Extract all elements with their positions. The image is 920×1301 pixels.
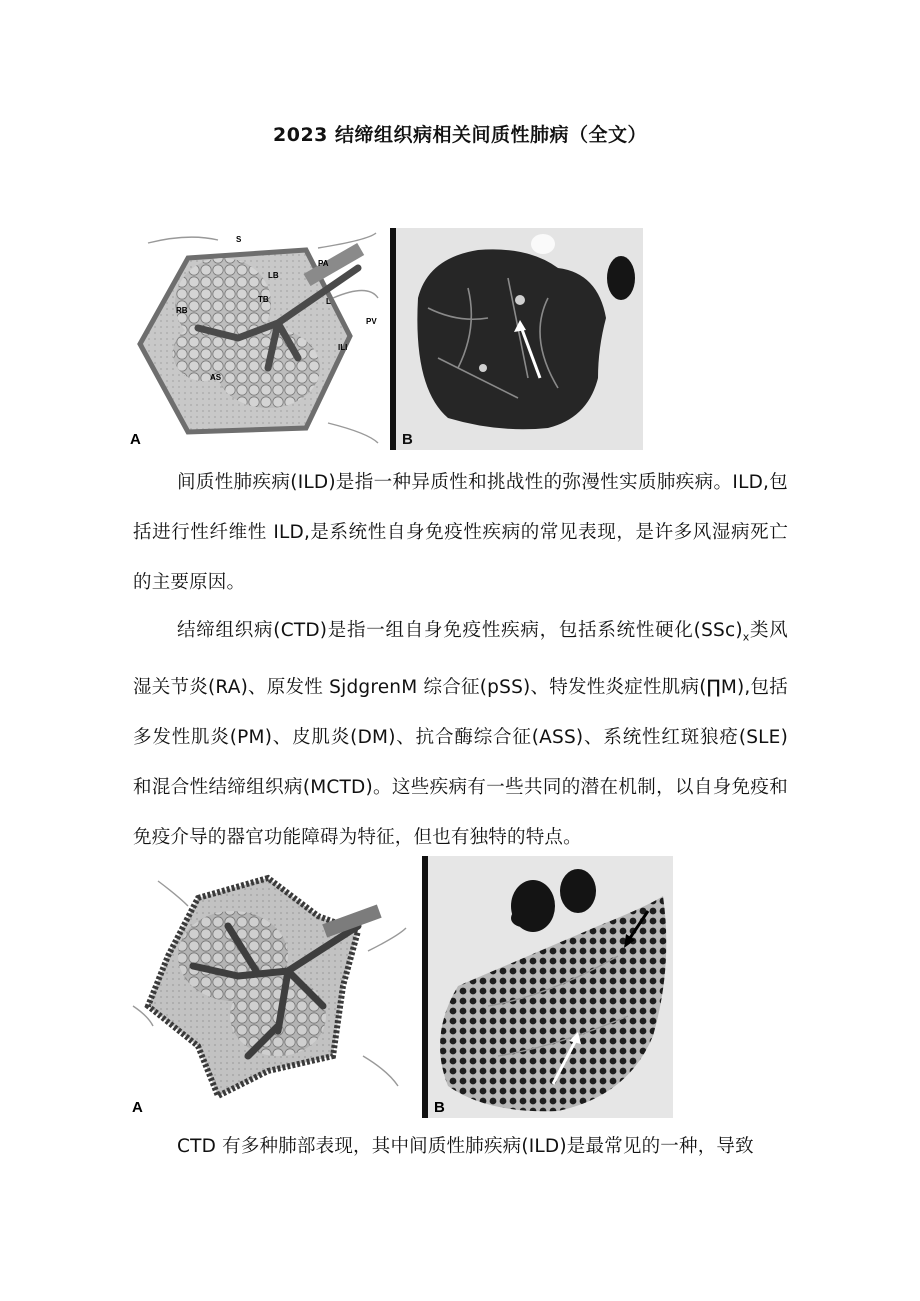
callout-pa: PA [318, 259, 329, 268]
lobule-diagram-normal [140, 233, 378, 443]
paragraph-3: CTD 有多种肺部表现，其中间质性肺疾病(ILD)是最常见的一种，导致 [177, 1136, 754, 1157]
callout-tb: TB [258, 295, 269, 304]
figure-1-label-b: B [402, 431, 413, 448]
figure-2-label-b: B [434, 1099, 445, 1116]
paragraph-1: 间质性肺疾病(ILD)是指一种异质性和挑战性的弥漫性实质肺疾病。ILD,包括进行性纤维性 ILD,是系统性自身免疫性疾病的常见表现，是许多风湿病死亡的主要原因。 [133, 472, 788, 593]
callout-as: AS [210, 373, 222, 382]
callout-lb: LB [268, 271, 279, 280]
paragraph-2-part-1: 结缔组织病(CTD)是指一组自身免疫性疾病，包括系统性硬化(SSc) [177, 620, 743, 641]
ct-scan-fibrotic [422, 856, 673, 1118]
figure-2 [128, 856, 673, 1118]
paragraph-2-subscript: x [742, 630, 750, 644]
figure-2-image [128, 856, 673, 1118]
lobule-diagram-fibrotic [133, 878, 406, 1096]
callout-rb: RB [176, 306, 188, 315]
paragraph-2 [133, 606, 788, 863]
callout-pv: PV [366, 317, 377, 326]
paragraph-2-part-2: 类风湿关节炎(RA)、原发性 SjdgrenM 综合征(pSS)、特发性炎症性肌病(∏M),包括多发性肌炎(PM)、皮肌炎(DM)、抗合酶综合征(ASS)、系统性红斑狼疮(SLE)和混合性结缔组织病(MCTD)。这些疾病有一些共同的潜在机制，以自身免疫和免疫介导的器官功能障碍为特征，但也有独特的特点。 [133, 620, 789, 848]
callout-ili: ILI [338, 343, 348, 352]
figure-1-image [128, 228, 643, 450]
document-title: 2023 结缔组织病相关间质性肺病（全文） [273, 124, 647, 146]
ct-scan-normal [390, 228, 643, 450]
figure-1 [128, 228, 643, 450]
callout-l: L [326, 297, 331, 306]
figure-1-label-a: A [130, 431, 141, 448]
callout-s: S [236, 235, 242, 244]
figure-2-label-a: A [132, 1099, 143, 1116]
